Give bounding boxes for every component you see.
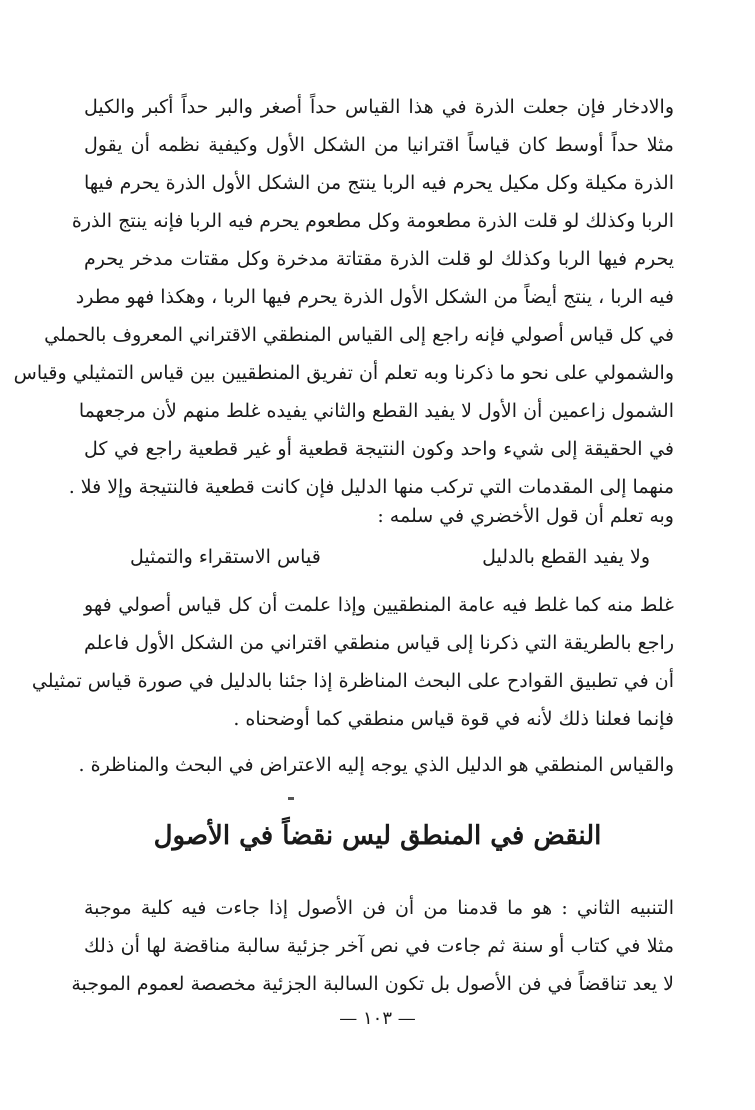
text-line: والادخار فإن جعلت الذرة في هذا القياس حداً أصغر والبر حداً أكبر والكيل <box>84 96 674 118</box>
text-line: مثلا حداً أوسط كان قياساً اقترانيا من الشكل الأول وكيفية نظمه أن يقول <box>84 134 674 156</box>
text-line: التنبيه الثاني : هو ما قدمنا من أن فن الأصول إذا جاءت فيه كلية موجبة <box>84 897 674 919</box>
text-line: الشمول زاعمين أن الأول لا يفيد القطع والثاني يفيده غلط منهم لأن مرجعهما <box>78 400 674 422</box>
text-line: الذرة مكيلة وكل مكيل يحرم فيه الربا ينتج من الشكل الأول الذرة يحرم فيها <box>84 172 674 194</box>
paragraph-critique <box>31 586 674 738</box>
section-heading: النقض في المنطق ليس نقضاً في الأصول <box>153 821 602 851</box>
text-line: أن في تطبيق القوادح على البحث المناظرة إذا جئنا بالدليل في صورة قياس تمثيلي <box>31 670 674 692</box>
text-line: غلط منه كما غلط فيه عامة المنطقيين وإذا علمت أن كل قياس أصولي فهو <box>84 594 674 616</box>
text-line: والقياس المنطقي هو الدليل الذي يوجه إليه الاعتراض في البحث والمناظرة . <box>78 754 674 776</box>
text-line: منهما إلى المقدمات التي تركب منها الدليل فإن كانت قطعية فالنتيجة وإلا فلا . <box>68 476 674 498</box>
paragraph-logical-qiyas <box>78 746 674 784</box>
paragraph-second-note <box>71 889 674 1003</box>
verse-first-hemistich: ولا يفيد القطع بالدليل <box>482 546 650 568</box>
text-line: في كل قياس أصولي فإنه راجع إلى القياس المنطقي الاقتراني المعروف بالحملي <box>44 324 674 346</box>
text-line: وبه تعلم أن قول الأخضري في سلمه : <box>377 505 674 527</box>
text-line: في الحقيقة إلى شيء واحد وكون النتيجة قطعية أو غير قطعية راجع في كل <box>84 438 674 460</box>
text-line: مثلا في كتاب أو سنة ثم جاءت في نص آخر جزئية سالبة مناقضة لها أن ذلك <box>84 935 674 957</box>
text-line: فإنما فعلنا ذلك لأنه في قوة قياس منطقي كما أوضحناه . <box>233 708 674 730</box>
divider-mark <box>288 797 294 800</box>
paragraph-akhdari-intro <box>84 497 674 535</box>
poetry-verse <box>130 538 650 576</box>
verse-second-hemistich: قياس الاستقراء والتمثيل <box>130 546 321 568</box>
paragraph-qiyas-examples <box>13 88 674 506</box>
text-line: الربا وكذلك لو قلت الذرة مطعومة وكل مطعوم يحرم فيه الربا فإنه ينتج الذرة <box>71 210 674 232</box>
text-line: والشمولي على نحو ما ذكرنا وبه تعلم أن تفريق المنطقيين بين قياس التمثيلي وقياس <box>13 362 674 384</box>
text-line: فيه الربا ، ينتج أيضاً من الشكل الأول الذرة يحرم فيها الربا ، وهكذا فهو مطرد <box>75 286 674 308</box>
text-line: راجع بالطريقة التي ذكرنا إلى قياس منطقي اقتراني من الشكل الأول فاعلم <box>84 632 674 654</box>
page-number: — ١٠٣ — <box>339 1008 416 1029</box>
text-line: يحرم فيها الربا وكذلك لو قلت الذرة مقتاتة مدخرة وكل مقتات مدخر يحرم <box>84 248 674 270</box>
text-line: لا يعد تناقضاً في فن الأصول بل تكون السالبة الجزئية مخصصة لعموم الموجبة <box>71 973 674 995</box>
